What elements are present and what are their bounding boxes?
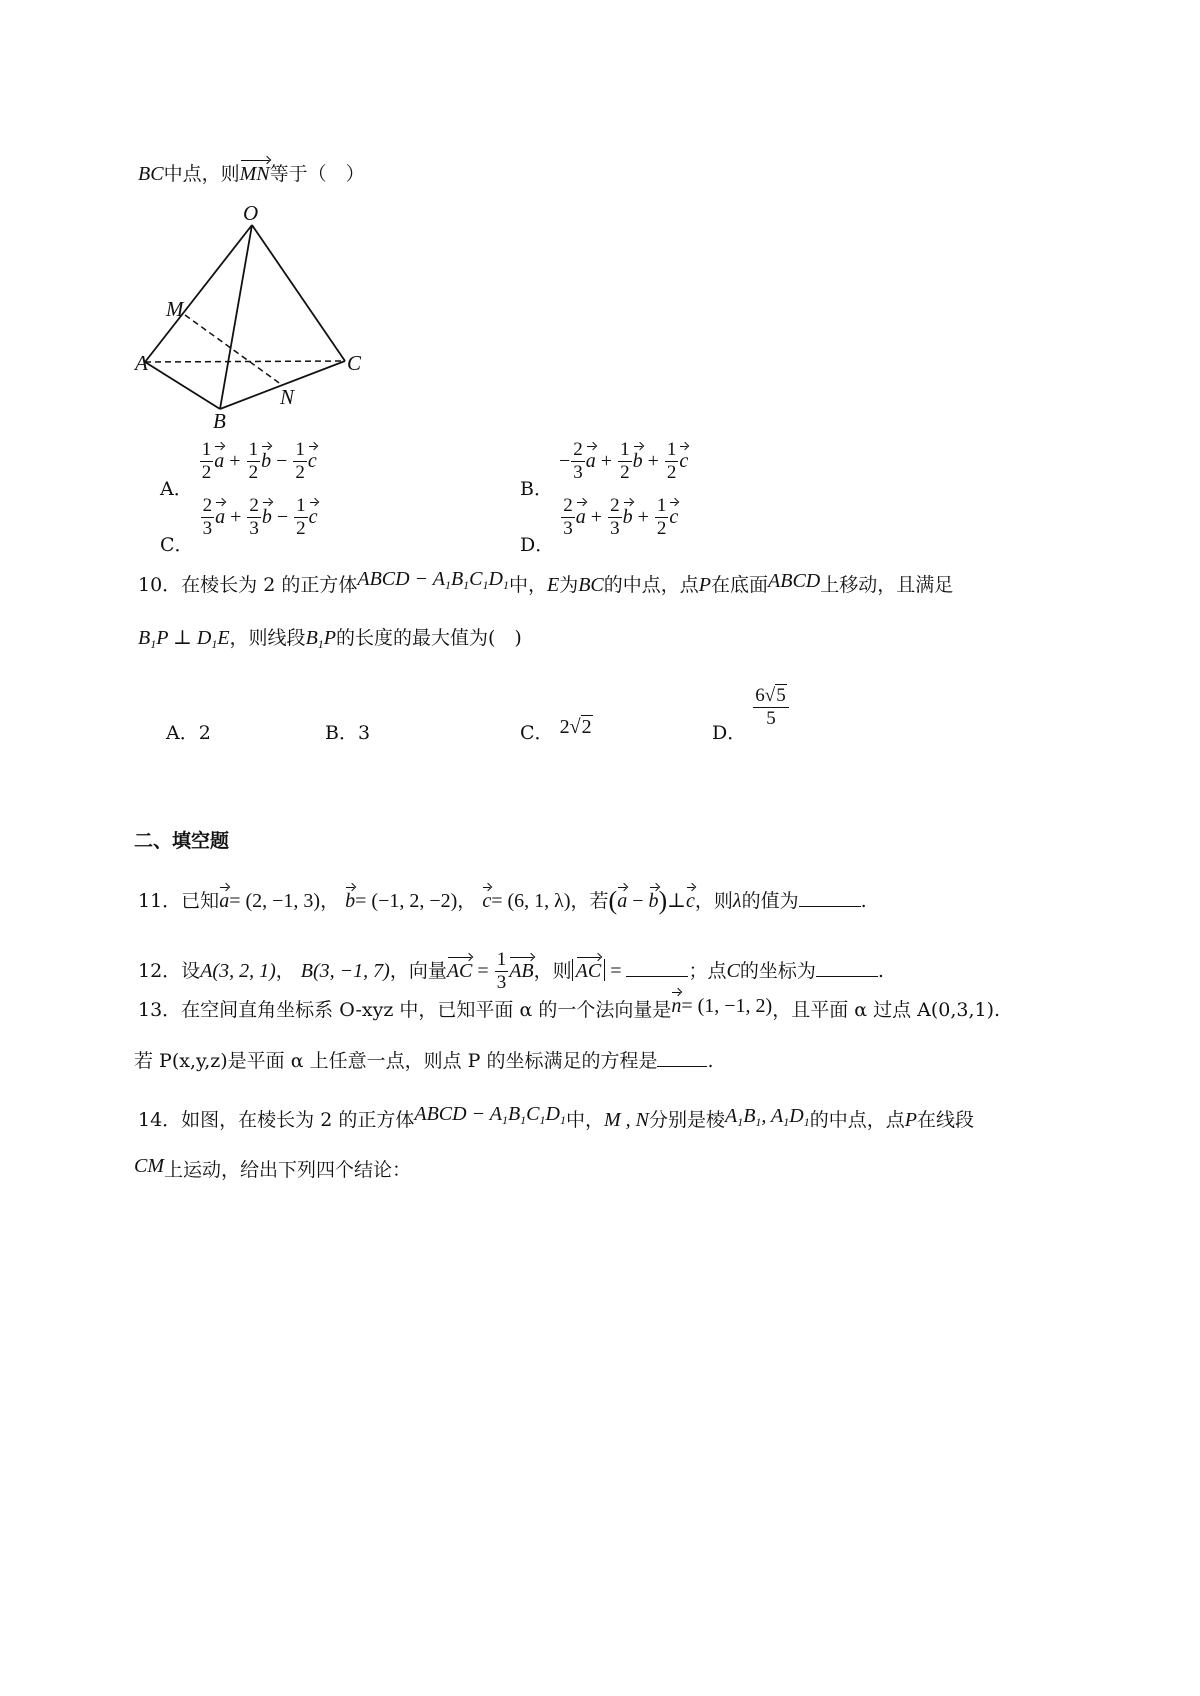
q10-option-a[interactable]: A．2 <box>166 722 211 744</box>
q10-line1: 10．在棱长为 2 的正方体ABCD − $A_1B_1C_1D_1$中，E为BC的中点，点P在底面ABCD上移动，且满足 <box>138 568 954 596</box>
q9-tail: BC中点，则MN等于（ ） <box>138 163 365 185</box>
label-n: N <box>280 385 295 409</box>
q9-option-a[interactable]: A． $\frac{1}{2}$ a + $\frac{1}{2}$ b − $\frac{1}{2}$ c <box>160 439 317 500</box>
vector-mn: MN <box>239 163 270 185</box>
q11-answer-blank[interactable] <box>799 890 861 907</box>
q10-option-c[interactable]: C． 2√2 <box>520 716 592 744</box>
section-fill-in-title: 二、填空题 <box>134 830 230 852</box>
q12: 12．设A(3, 2, 1)， B(3, −1, 7)，向量AC = $\frac{1}{3}$ AB，则 AC = ；点C的坐标为 . <box>138 949 884 993</box>
q14-line2: CM上运动，给出下列四个结论： <box>134 1155 412 1181</box>
label-b: B <box>213 409 226 433</box>
q12-coord-blank[interactable] <box>816 960 878 977</box>
q12-length-blank[interactable] <box>626 960 688 977</box>
label-a: A <box>135 351 148 375</box>
q13-answer-blank[interactable] <box>657 1050 707 1067</box>
label-c: C <box>347 351 362 375</box>
q13-line2: 若 P(x,y,z)是平面 α 上任意一点，则点 P 的坐标满足的方程是 . <box>134 1050 714 1072</box>
q11: 11．已知a= (2, −1, 3)， b= (−1, 2, −2)， c= (6, 1, λ)，若(a − b)⊥c，则λ的值为 . <box>138 886 867 915</box>
q9-option-d[interactable]: D． $\frac{2}{3}$ a + $\frac{2}{3}$ b + $\frac{1}{2}$ c <box>520 495 679 556</box>
q14-line1: 14．如图，在棱长为 2 的正方体ABCD − $A_1B_1C_1D_1$中，M , N分别是棱$A_1B_1$, $A_1D_1$的中点，点P在线段 <box>138 1103 974 1131</box>
label-o: O <box>243 201 259 225</box>
q13-line1: 13．在空间直角坐标系 O-xyz 中，已知平面 α 的一个法向量是n= (1, −1, 2)，且平面 α 过点 A(0,3,1). <box>138 995 1001 1021</box>
q9-option-b[interactable]: B． − $\frac{2}{3}$ a + $\frac{1}{2}$ b + $\frac{1}{2}$ c <box>520 439 689 500</box>
q9-option-c[interactable]: C． $\frac{2}{3}$ a + $\frac{2}{3}$ b − $\frac{1}{2}$ c <box>160 495 318 556</box>
q10-option-b[interactable]: B．3 <box>325 722 371 744</box>
label-m: M <box>166 297 184 321</box>
q10-line2: $B_1P$ ⊥ $D_1E$，则线段$B_1P$的长度的最大值为( ) <box>138 627 522 651</box>
tetrahedron-figure <box>130 200 370 440</box>
q10-option-d[interactable]: D． $\frac{6√5}{5}$ <box>712 686 790 730</box>
